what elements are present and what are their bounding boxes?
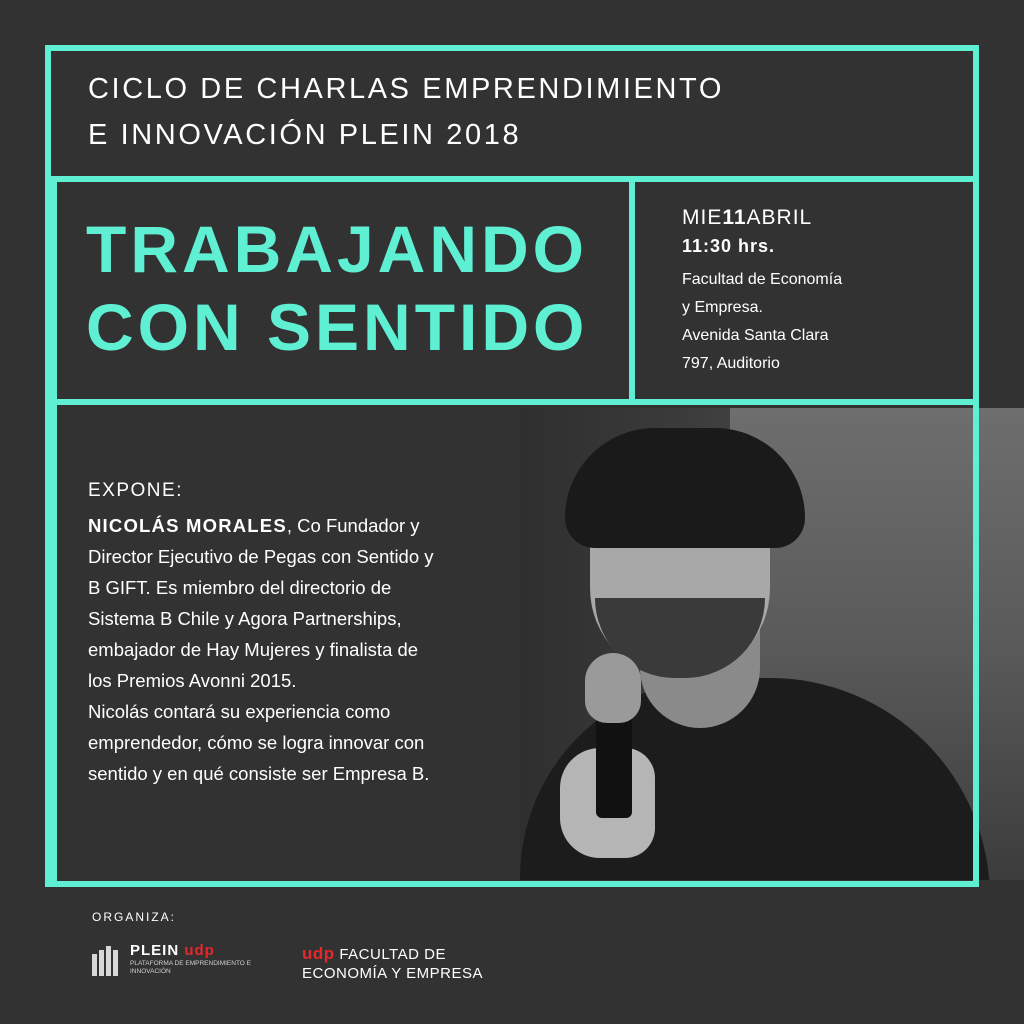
udp-faculty-logo: udp FACULTAD DE ECONOMÍA Y EMPRESA <box>302 944 483 982</box>
speaker-label: EXPONE: <box>88 480 183 501</box>
event-venue: Facultad de Economía y Empresa. Avenida Santa Clara 797, Auditorio <box>682 271 843 372</box>
plein-logo-icon <box>92 946 122 976</box>
speaker-bio: NICOLÁS MORALES, Co Fundador y Director Ejecutivo de Pegas con Sentido y B GIFT. Es miembro del directorio de Sistema B Chile y Agora Partnerships, embajador de Hay Mujeres y finalista de los Premios Avonni 2015. Nicolás contará su experiencia como emprendedor, cómo se logra innovar con sentido y en qué consiste ser Empresa B. <box>88 515 434 784</box>
speaker-photo <box>520 408 1024 880</box>
talk-title: TRABAJANDO CON SENTIDO <box>86 212 589 364</box>
organizer-label: ORGANIZA: <box>92 910 177 924</box>
event-date: MIE11ABRIL <box>682 206 813 229</box>
speaker-name: NICOLÁS MORALES <box>88 515 287 536</box>
event-time: 11:30 hrs. <box>682 236 776 256</box>
series-title: CICLO DE CHARLAS EMPRENDIMIENTO E INNOVACIÓN PLEIN 2018 <box>88 73 724 151</box>
plein-udp-logo: PLEIN udp PLATAFORMA DE EMPRENDIMIENTO E INNOVACIÓN <box>92 942 242 982</box>
